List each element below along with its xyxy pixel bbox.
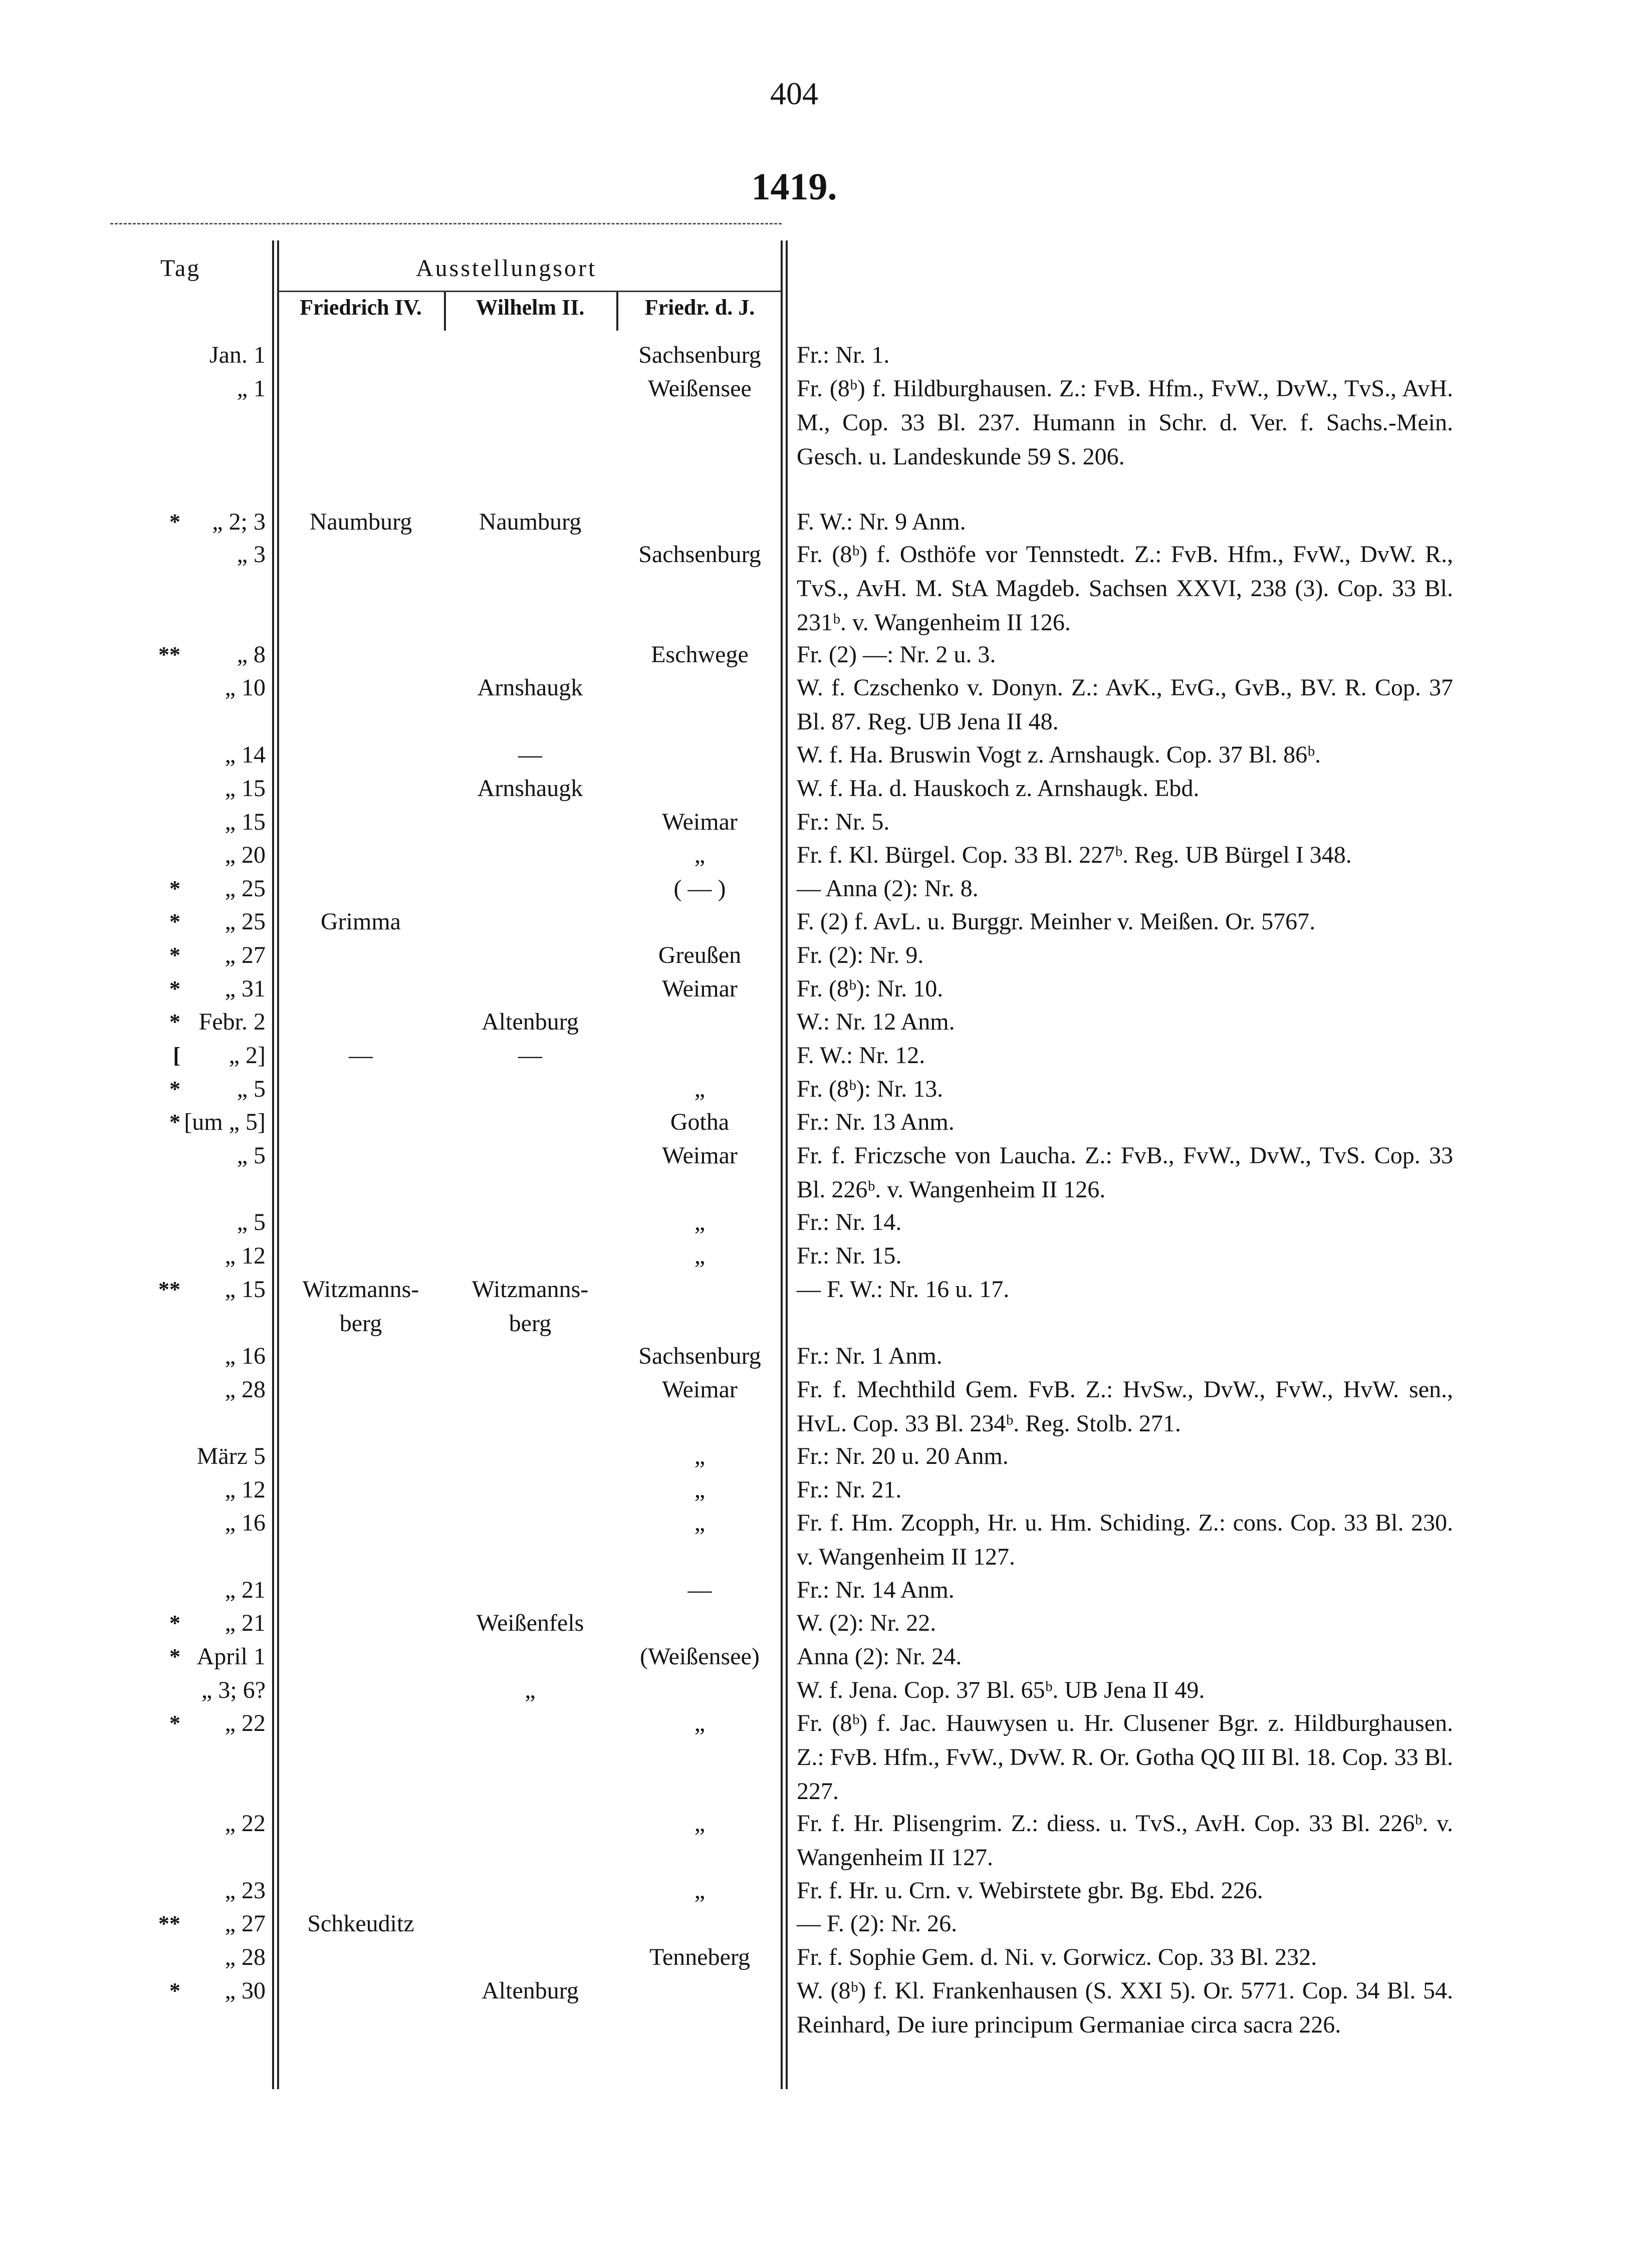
rule-w2-fj	[616, 291, 618, 331]
row-place-friedrich-iv: Witzmanns- berg	[302, 1276, 419, 1337]
row-note: Fr.: Nr. 14.	[797, 1209, 902, 1235]
row-note: F. W.: Nr. 12.	[797, 1042, 925, 1069]
row-date: „ 30	[224, 1977, 266, 2004]
row-place-friedrich-d-j: —	[687, 1577, 712, 1603]
row-place-friedrich-d-j: Tenneberg	[649, 1944, 750, 1970]
row-place-friedrich-iv: Schkeuditz	[307, 1910, 414, 1937]
row-date: „ 25	[224, 908, 266, 935]
row-place-friedrich-d-j: Weimar	[662, 1142, 738, 1169]
row-date: „ 28	[224, 1944, 266, 1970]
row-date: „ 12	[224, 1242, 266, 1269]
row-note: Anna (2): Nr. 24.	[797, 1643, 962, 1670]
row-place-wilhelm-ii: „	[525, 1677, 536, 1703]
rule-after-tag-1	[272, 240, 274, 2089]
row-date: „ 1	[237, 375, 266, 402]
subheader-rule	[277, 291, 781, 292]
row-mark: *	[169, 1611, 180, 1635]
row-note: F. W.: Nr. 9 Anm.	[797, 509, 966, 535]
row-place-friedrich-d-j: Greußen	[658, 942, 742, 968]
header-ausstellungsort: Ausstellungsort	[416, 255, 597, 282]
row-date: „ 5	[237, 1076, 266, 1102]
top-rule	[110, 223, 782, 224]
row-date: „ 2; 3	[212, 509, 266, 535]
row-date: Jan. 1	[209, 342, 266, 368]
year-heading: 1419.	[751, 166, 837, 208]
row-date: „ 12	[224, 1476, 266, 1503]
row-place-friedrich-d-j: „	[694, 1209, 706, 1235]
row-place-wilhelm-ii: Arnshaugk	[477, 775, 583, 802]
row-date: „ 21	[224, 1610, 266, 1636]
row-place-friedrich-d-j: Sachsenburg	[638, 1343, 761, 1369]
row-note: Fr.: Nr. 13 Anm.	[797, 1109, 955, 1135]
row-date: „ 22	[224, 1810, 266, 1837]
row-date: „ 16	[224, 1343, 266, 1369]
row-date: „ 23	[224, 1877, 266, 1904]
row-mark: *	[169, 510, 180, 534]
row-note: — F. (2): Nr. 26.	[797, 1910, 958, 1937]
row-place-wilhelm-ii: Weißenfels	[476, 1610, 584, 1636]
row-date: „ 28	[224, 1376, 266, 1403]
row-note: Fr.: Nr. 1.	[797, 342, 890, 368]
row-date: „ 15	[224, 809, 266, 835]
row-place-friedrich-d-j: „	[694, 842, 706, 868]
row-date: „ 10	[224, 674, 266, 701]
row-date: „ 16	[224, 1509, 266, 1536]
row-mark: **	[158, 1277, 180, 1302]
subheader-wilhelm-ii: Wilhelm II.	[476, 295, 585, 320]
row-mark: *	[169, 1644, 180, 1669]
row-mark: *	[169, 943, 180, 967]
row-date: „ 31	[224, 975, 266, 1002]
row-date: „ 3; 6?	[201, 1677, 266, 1703]
row-note: Fr.: Nr. 15.	[797, 1242, 902, 1269]
row-place-wilhelm-ii: —	[518, 741, 542, 768]
row-date: „ 3	[237, 541, 266, 568]
rule-before-notes-1	[781, 240, 783, 2089]
row-note: Fr. (8ᵇ): Nr. 10.	[797, 975, 944, 1002]
row-date: „ 14	[224, 741, 266, 768]
row-place-friedrich-d-j: „	[694, 1877, 706, 1904]
rule-before-notes-2	[786, 240, 788, 2089]
row-note: W. (8ᵇ) f. Kl. Frankenhausen (S. XXI 5). Or. 5771. Cop. 34 Bl. 54. Reinhard, De iure principum Germaniae circa sacra 226.	[797, 1977, 1453, 2038]
rule-f4-w2	[444, 291, 446, 331]
row-place-friedrich-d-j: Sachsenburg	[638, 541, 761, 568]
row-place-wilhelm-ii: Altenburg	[482, 1009, 579, 1035]
row-place-friedrich-d-j: „	[694, 1810, 706, 1837]
row-note: Fr. f. Mechthild Gem. FvB. Z.: HvSw., DvW., FvW., HvW. sen., HvL. Cop. 33 Bl. 234ᵇ. Reg. Stolb. 271.	[797, 1376, 1453, 1437]
subheader-friedrich-iv: Friedrich IV.	[300, 295, 422, 320]
row-note: Fr.: Nr. 1 Anm.	[797, 1343, 943, 1369]
row-place-friedrich-iv: Grimma	[321, 908, 401, 935]
row-place-friedrich-d-j: Weißensee	[648, 375, 752, 402]
row-place-friedrich-d-j: Weimar	[662, 975, 738, 1002]
row-place-friedrich-d-j: ( — )	[673, 875, 726, 902]
row-place-friedrich-d-j: Sachsenburg	[638, 342, 761, 368]
row-place-friedrich-d-j: Weimar	[662, 1376, 738, 1403]
row-place-friedrich-d-j: Weimar	[662, 809, 738, 835]
subheader-friedrich-d-j: Friedr. d. J.	[644, 295, 755, 320]
row-note: Fr.: Nr. 20 u. 20 Anm.	[797, 1443, 1009, 1469]
row-note: Fr. (8ᵇ) f. Osthöfe vor Tennstedt. Z.: FvB. Hfm., FvW., DvW. R., TvS., AvH. M. StA Magdeb. Sachsen XXVI, 238 (3). Cop. 33 Bl. 231ᵇ. v. Wangenheim II 126.	[797, 541, 1453, 636]
row-place-friedrich-d-j: (Weißensee)	[640, 1643, 760, 1670]
row-date: „ 15	[224, 1276, 266, 1303]
row-mark: *	[169, 976, 180, 1001]
row-place-friedrich-d-j: „	[694, 1509, 706, 1536]
row-note: W. f. Jena. Cop. 37 Bl. 65ᵇ. UB Jena II 49.	[797, 1677, 1205, 1703]
row-mark: *	[169, 1978, 180, 2003]
row-note: Fr. (8ᵇ) f. Hildburghausen. Z.: FvB. Hfm., FvW., DvW., TvS., AvH. M., Cop. 33 Bl. 237. Humann in Schr. d. Ver. f. Sachs.-Mein. Gesch. u. Landeskunde 59 S. 206.	[797, 375, 1453, 470]
row-date: „ 20	[224, 842, 266, 868]
row-note: F. (2) f. AvL. u. Burggr. Meinher v. Meißen. Or. 5767.	[797, 908, 1316, 935]
row-note: — Anna (2): Nr. 8.	[797, 875, 979, 902]
row-mark: *	[169, 1077, 180, 1101]
row-place-friedrich-d-j: „	[694, 1443, 706, 1469]
row-date: [um „ 5]	[184, 1109, 266, 1135]
row-mark: *	[169, 1010, 180, 1034]
row-date: „ 5	[237, 1209, 266, 1235]
row-note: Fr.: Nr. 21.	[797, 1476, 902, 1503]
row-date: „ 27	[224, 1910, 266, 1937]
row-note: Fr. (8ᵇ): Nr. 13.	[797, 1076, 944, 1102]
row-date: Febr. 2	[198, 1009, 266, 1035]
row-date: April 1	[196, 1643, 266, 1670]
page-number: 404	[770, 76, 818, 111]
row-place-friedrich-d-j: Eschwege	[651, 641, 749, 668]
row-date: „ 8	[237, 641, 266, 668]
row-note: Fr. (8ᵇ) f. Jac. Hauwysen u. Hr. Clusener Bgr. z. Hildburghausen. Z.: FvB. Hfm., FvW., DvW. R. Or. Gotha QQ III Bl. 18. Cop. 33 Bl. 227.	[797, 1710, 1453, 1805]
row-date: „ 22	[224, 1710, 266, 1736]
row-note: Fr.: Nr. 5.	[797, 809, 890, 835]
row-place-friedrich-d-j: „	[694, 1076, 706, 1102]
rule-after-tag-2	[277, 240, 279, 2089]
row-date: „ 25	[224, 875, 266, 902]
row-mark: *	[169, 1110, 180, 1134]
row-mark: *	[169, 876, 180, 901]
row-note: W. f. Ha. d. Hauskoch z. Arnshaugk. Ebd.	[797, 775, 1200, 802]
row-note: Fr. f. Sophie Gem. d. Ni. v. Gorwicz. Cop. 33 Bl. 232.	[797, 1944, 1317, 1970]
row-place-wilhelm-ii: Naumburg	[479, 509, 582, 535]
row-date: „ 2]	[228, 1042, 266, 1069]
row-note: Fr. f. Kl. Bürgel. Cop. 33 Bl. 227ᵇ. Reg. UB Bürgel I 348.	[797, 842, 1352, 868]
row-date: „ 21	[224, 1577, 266, 1603]
row-date: „ 27	[224, 942, 266, 968]
row-note: W. f. Czschenko v. Donyn. Z.: AvK., EvG., GvB., BV. R. Cop. 37 Bl. 87. Reg. UB Jena II 48.	[797, 674, 1453, 735]
row-place-friedrich-iv: Naumburg	[309, 509, 412, 535]
row-note: W. (2): Nr. 22.	[797, 1610, 936, 1636]
row-place-wilhelm-ii: Arnshaugk	[477, 674, 583, 701]
header-tag: Tag	[160, 255, 201, 282]
row-place-wilhelm-ii: Witzmanns- berg	[472, 1276, 589, 1337]
row-note: Fr. f. Friczsche von Laucha. Z.: FvB., FvW., DvW., TvS. Cop. 33 Bl. 226ᵇ. v. Wangenheim II 126.	[797, 1142, 1453, 1203]
row-place-wilhelm-ii: —	[518, 1042, 542, 1069]
row-place-friedrich-d-j: „	[694, 1242, 706, 1269]
row-note: W. f. Ha. Bruswin Vogt z. Arnshaugk. Cop. 37 Bl. 86ᵇ.	[797, 741, 1321, 768]
row-note: Fr. f. Hr. Plisengrim. Z.: diess. u. TvS., AvH. Cop. 33 Bl. 226ᵇ. v. Wangenheim II 127.	[797, 1810, 1453, 1871]
row-note: Fr. f. Hr. u. Crn. v. Webirstete gbr. Bg. Ebd. 226.	[797, 1877, 1263, 1904]
row-note: Fr. f. Hm. Zcopph, Hr. u. Hm. Schiding. Z.: cons. Cop. 33 Bl. 230. v. Wangenheim II 127.	[797, 1509, 1453, 1570]
row-place-wilhelm-ii: Altenburg	[482, 1977, 579, 2004]
row-place-friedrich-iv: —	[349, 1042, 373, 1069]
row-note: Fr.: Nr. 14 Anm.	[797, 1577, 955, 1603]
row-mark: **	[158, 642, 180, 667]
row-note: Fr. (2) —: Nr. 2 u. 3.	[797, 641, 996, 668]
row-mark: *	[169, 1711, 180, 1735]
row-note: Fr. (2): Nr. 9.	[797, 942, 924, 968]
row-mark: **	[158, 1911, 180, 1936]
row-place-friedrich-d-j: „	[694, 1710, 706, 1736]
row-place-friedrich-d-j: Gotha	[670, 1109, 730, 1135]
row-mark: *	[169, 909, 180, 934]
row-date: März 5	[196, 1443, 266, 1469]
row-note: — F. W.: Nr. 16 u. 17.	[797, 1276, 1010, 1303]
row-date: „ 5	[237, 1142, 266, 1169]
row-mark: [	[173, 1043, 180, 1068]
row-note: W.: Nr. 12 Anm.	[797, 1009, 955, 1035]
row-date: „ 15	[224, 775, 266, 802]
row-place-friedrich-d-j: „	[694, 1476, 706, 1503]
